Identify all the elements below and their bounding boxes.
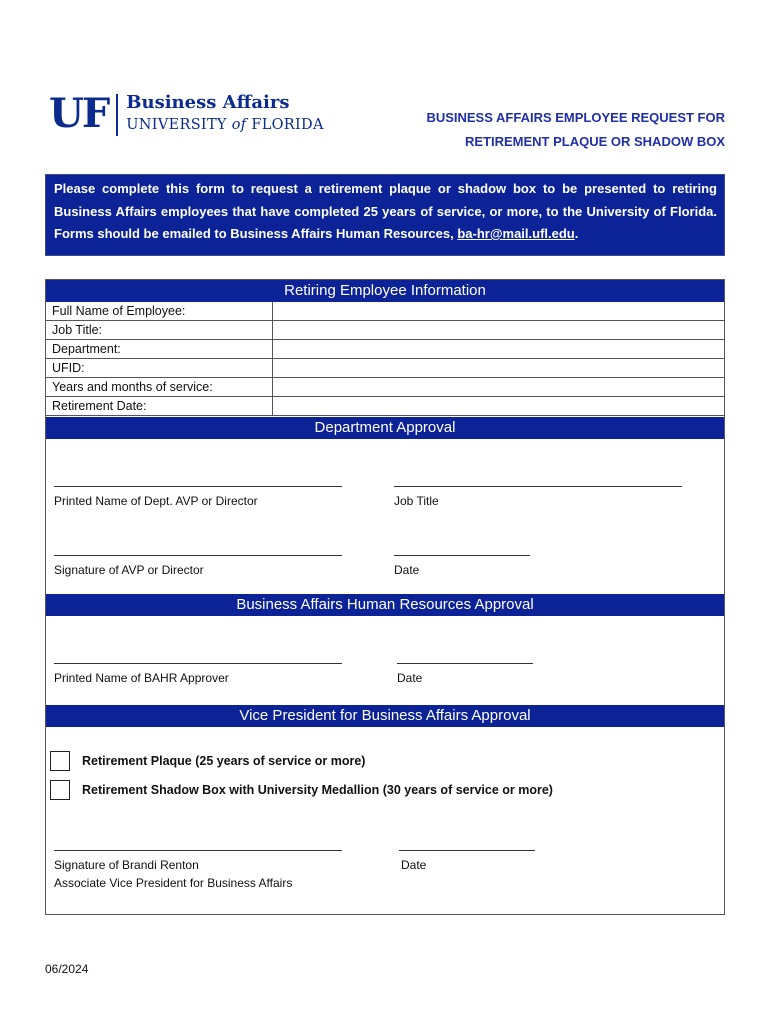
logo-text	[126, 92, 323, 136]
logo-university-of-florida	[126, 114, 323, 136]
instructions-text: Please complete this form to request a retirement plaque or shadow box to be presented to retiring Business Affairs employees that have completed 25 years of service, or more, to the University of Florida. Forms should be emailed to Business Affairs Human Resources,	[54, 181, 717, 241]
section-header-bahr-approval: Business Affairs Human Resources Approval	[46, 594, 724, 616]
employee-info-row	[46, 321, 724, 340]
option-shadowbox-row	[50, 780, 553, 800]
shadowbox-option-label: Retirement Shadow Box with University Medallion (30 years of service or more)	[82, 783, 553, 797]
vp-approval-block	[46, 727, 724, 907]
vp-date-label: Date	[401, 858, 427, 872]
bahr-printed-name-line[interactable]	[54, 663, 342, 664]
employee-info-row	[46, 397, 724, 416]
employee-info-label: Department:	[46, 340, 273, 359]
employee-info-label: UFID:	[46, 359, 273, 378]
employee-info-input[interactable]	[273, 359, 725, 378]
bahr-date-label: Date	[397, 671, 423, 685]
shadowbox-checkbox[interactable]	[50, 780, 70, 800]
employee-info-row	[46, 378, 724, 397]
employee-info-input[interactable]	[273, 378, 725, 397]
avp-signature-line[interactable]	[54, 555, 342, 556]
uf-business-affairs-logo	[49, 92, 324, 138]
employee-info-label: Job Title:	[46, 321, 273, 340]
employee-info-row	[46, 302, 724, 321]
logo-univ-of: of	[231, 117, 247, 133]
employee-info-label: Full Name of Employee:	[46, 302, 273, 321]
printed-name-avp-line[interactable]	[54, 486, 342, 487]
printed-name-avp-label: Printed Name of Dept. AVP or Director	[54, 494, 258, 508]
request-form	[45, 279, 725, 915]
plaque-option-label: Retirement Plaque (25 years of service or more)	[82, 754, 366, 768]
employee-info-input[interactable]	[273, 397, 725, 416]
employee-info-label: Retirement Date:	[46, 397, 273, 416]
logo-business-affairs: Business Affairs	[126, 92, 290, 113]
employee-info-label: Years and months of service:	[46, 378, 273, 397]
logo-univ-post: FLORIDA	[246, 117, 324, 133]
logo-univ-pre: UNIVERSITY	[126, 117, 232, 133]
dept-date-line[interactable]	[394, 555, 530, 556]
document-title-line2: RETIREMENT PLAQUE OR SHADOW BOX	[464, 134, 725, 149]
vp-title-label: Associate Vice President for Business Affairs	[54, 876, 293, 890]
section-header-vp-approval: Vice President for Business Affairs Approval	[46, 705, 724, 727]
dept-date-label: Date	[394, 563, 420, 577]
revision-date: 06/2024	[45, 962, 89, 976]
section-header-employee-info: Retiring Employee Information	[46, 280, 724, 302]
job-title-line[interactable]	[394, 486, 682, 487]
avp-signature-label: Signature of AVP or Director	[54, 563, 204, 577]
vp-signature-label: Signature of Brandi Renton	[54, 858, 199, 872]
logo-divider	[116, 94, 118, 136]
plaque-checkbox[interactable]	[50, 751, 70, 771]
hr-email-link[interactable]: ba-hr@mail.ufl.edu	[457, 226, 575, 241]
vp-date-line[interactable]	[399, 850, 535, 851]
instructions-end: .	[574, 226, 579, 241]
document-title	[305, 106, 725, 154]
bahr-printed-name-label: Printed Name of BAHR Approver	[54, 671, 229, 685]
employee-info-table	[46, 302, 724, 416]
section-header-department-approval: Department Approval	[46, 417, 724, 439]
document-title-line1: BUSINESS AFFAIRS EMPLOYEE REQUEST FOR	[426, 110, 725, 125]
employee-info-row	[46, 359, 724, 378]
uf-logo-mark: UF	[49, 90, 109, 137]
bahr-date-line[interactable]	[397, 663, 533, 664]
option-plaque-row	[50, 751, 365, 771]
vp-signature-line[interactable]	[54, 850, 342, 851]
employee-info-input[interactable]	[273, 340, 725, 359]
bahr-approval-block	[46, 616, 724, 705]
instructions-box	[45, 174, 725, 256]
job-title-label: Job Title	[394, 494, 439, 508]
employee-info-input[interactable]	[273, 321, 725, 340]
employee-info-row	[46, 340, 724, 359]
department-approval-block	[46, 439, 724, 594]
employee-info-input[interactable]	[273, 302, 725, 321]
